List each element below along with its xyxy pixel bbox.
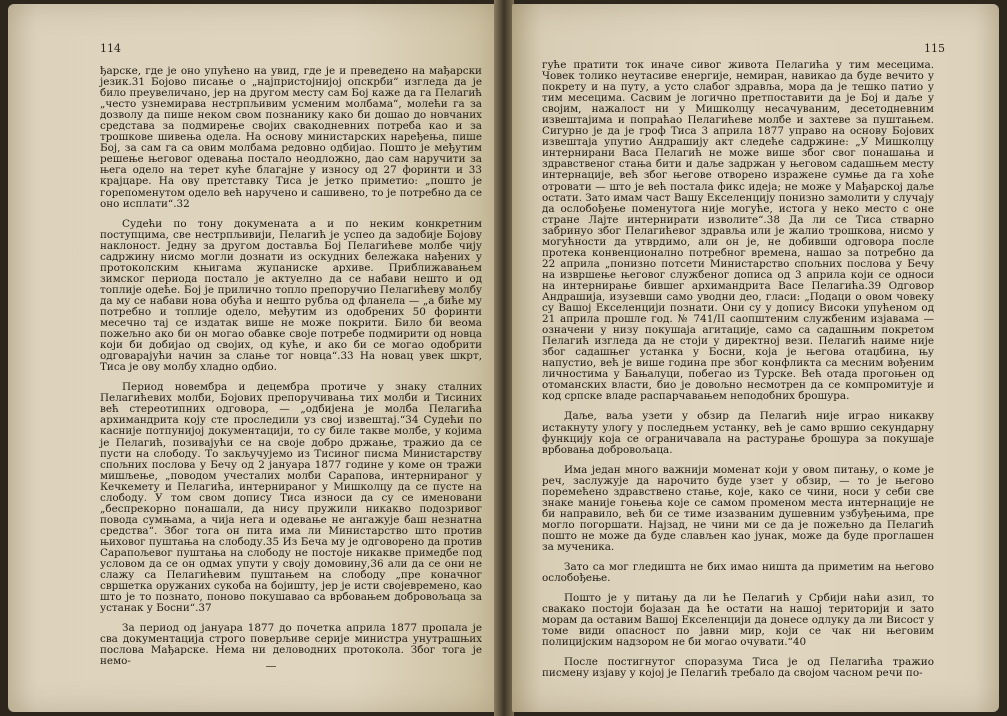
page-body	[100, 66, 482, 676]
paragraph: Судећи по тону докумената а и по неким конкретним поступцима, све нестрпљивији, Пелагић је успео да задобије Бојову наклоност. Једну за другом доставља Бој Пелагићеве молбе чију садржину нисмо могли дознати из оскудних бележака нађених у протоколским књигама жупаниске архиве. Приближавањем зимског периода постало је актуелно да се набави нешто и од топлије одеће. Бој је прилично топло препоручио Пелагићеву молбу да му се набави нова обућа и нешто рубља од фланела — „а биће му потребно и топлије одело, међутим из одобрених 50 форинти месечно тај се издатак више не може покрити. Било би веома пожељно ако би он могао обавке своје потребе подмирити од новца који би добијао од својих, од куће, и ако би се могао одобрити одговарајући начин за слање тог новца“.33 На новац увек шкрт, Тиса је ову молбу хладно одбио.	[100, 217, 482, 374]
page-number: 115	[924, 42, 945, 55]
paragraph: Даље, ваља узети у обзир да Пелагић није играо никакву истакнуту улогу у последњем устанку, већ је само вршио секундарну функцију која се ограничавала на растурање брошура за покушаје врбовања добровољаца.	[542, 410, 934, 456]
paragraph: Зато са мог гледишта не бих имао ништа да приметим на његово ослобођење.	[542, 561, 934, 585]
paragraph: ђарске, где је оно упућено на увид, где је и преведено на мађарски језик.31 Бојово писање о „најпристојнијој опскрби“ изгледа да је било преувеличано, јер на другом месту сам Бој каже да га Пелагић „често узнемирава нестрпљивим усменим молбама“, молећи га за дозволу да пише неком свом познанику како би дошао до новчаних средстава за подмирење својих свакодневних потреба као и за трошкове шивења одела. На основу министарских наређења, пише Бој, за сам га са овим молбама редовно одбијао. Пошто је међутим решење његовог одевања постало неодложно, дао сам наручити за њега одело на терет куће благајне у износу од 27 форинти и 33 крајцаре. На ову претставку Тиса је јетко приметио: „пошто је горепоменутом одело већ наручено и сашивено, то је потребно да се оно исплати“.32	[100, 65, 482, 210]
paragraph: Период новембра и децембра протиче у знаку сталних Пелагићевих молби, Бојових препоручивања тих молби и Тисиних већ стереотипних одговора, — „одбијена је молба Пелагића архимандрита коју сте проследили уз свој извештај.“34 Судећи по касније потпунијој документацији, то су биле такве молбе, у којима је Пелагић, позивајући се на своје добро држање, тражио да се пусти на слободу. То закључујемо из Тисиног писма Министарству спољних послова у Бечу од 2 јануара 1877 године у коме он тражи мишљење, „поводом учесталих молби Сарапова, интернираног у Кечкемету и Пелагића, интернираног у Мишколцу да се пусте на слободу. У том свом допису Тиса износи да су се именовани „беспрекорно понашали, да нису пружили никакво подозривог повода сумњама, а чија нега и одевање не ангажује баш незнатна средства“. Због тога он пита има ли Министарство што против њиховог пуштања на слободу.35 Из Беча му је одговорено да против Сарапољевог пуштања на слободу не постоје никакве примедбе под условом да се он одмах упути у своју домовину,36 али да се они не слажу са Пелагићевим пуштањем на слободу „пре коначног свршетка оружаних сукоба на бојишту, јер је исти својевремено, као што је то познато, поново покушавао са врбовањем добровољаца за устанак у Босни“.37	[100, 381, 482, 615]
page-body	[542, 60, 934, 688]
paragraph: После постигнутог споразума Тиса је од Пелагића тражио писмену изјаву у којој је Пелагић требало да својом часном речи по-	[542, 656, 934, 680]
paragraph: За период од јануара 1877 до почетка априла 1877 пропала је сва документација строго поверљиве серије министра унутрашњих послова Мађарске. Нема ни деловодних протокола. Због тога је немо-	[100, 622, 482, 668]
book-gutter	[494, 0, 514, 716]
paragraph: Пошто је у питању да ли ће Пелагић у Србији наћи азил, то свакако постоји бојазан да ће остати на нашој територији и зато морам да оставим Вашој Екселенцији да донесе одлуку да ли Висост у томе види опасност по јавни мир, који се чак ни његовим полицијским надзором не би могао очувати.“40	[542, 592, 934, 649]
paragraph: Има један много важнији моменат који у овом питању, о коме је реч, заслужује да нарочито буде узет у обзир, — то је његово поремећено здравствено стање, које, како се чини, носи у себи све знаке маније гоњења које се самом променом места интернације не би напрaвило, већ би се тиме изазваним душевним узбуђењима, пре могло погоршати. Најзад, не чини ми се да је пожељно да Пелагић пошто не може да буде слављен као јунак, може да буде проглашен за мученика.	[542, 463, 934, 553]
right-page	[512, 4, 999, 712]
paragraph: гуће пратити ток иначе сивог живота Пелагића у тим месецима. Човек толико неутасиве енергије, немиран, навикао да буде вечито у покрету и на путу, а усто слабог здравља, мора да је тешко патио у тим месецима. Сасвим је логично претпоставити да је Бој и даље у својим, нажалост ни у Мишколцу несачуваним, десетодневним извештајима и попраћао Пелагићеве молбе и захтеве за пуштањем. Сигурно је да је гроф Тиса 3 априла 1877 управо на основу Бојових извештаја упутио Андрашију акт следеће садржине: „У Мишколцу интернирани Васа Пелагић не може више због свог понашања и здравственог стања бити и даље задржан у његовом садашњем месту интернације, већ због његове отворено изражене сумње да га хоће отровати — што је већ постала фикс идеја; не може у Мађарској даље остати. Зато имам част Вашу Екселенцију понизно замолити у случају да ослобођење поменутога није могуће, истога у неко место с оне стране Лајте интернирати изволите“.38 Да ли се Тиса стварно забринуо због Пелагићевог здравља или је жалио трошкова, нисмо у могућности да утврдимо, али он је, не добивши одговора после протека конвенционално потребног времена, нашао за потребно да 22 априла „понизно потсети Министарство спољних послова у Бечу на извршење његовог службеног дописа од 3 априла који се односи на интернирање бившег архимандрита Васе Пелагића.39 Одговор Андрашија, изузевши само уводни део, гласи: „Подаци о овом човеку су Вашој Екселенцији познати. Они су у допису Високи упућеном од 21 априла прошле год. № 741/II саопштеним службеним изјавама — означени у низу покушаја агитације, само са садашњим покретом Пелагић изгледа да не стоји у директној вези. Пелагић наиме није због садашњег устанка у Босни, која је његова отаџбина, њу напустио, већ је више година пре због конфликта са месним вођеним личностима у Бањалуци, побегао из Турске. Већ отада прогоњен од отоманских власти, био је довољно несмотрен да се компромитује и код српске владе распарчавањем неподобних брошура.	[542, 59, 934, 403]
left-page	[8, 4, 496, 712]
page-mark	[266, 666, 276, 667]
page-number: 114	[100, 42, 121, 55]
